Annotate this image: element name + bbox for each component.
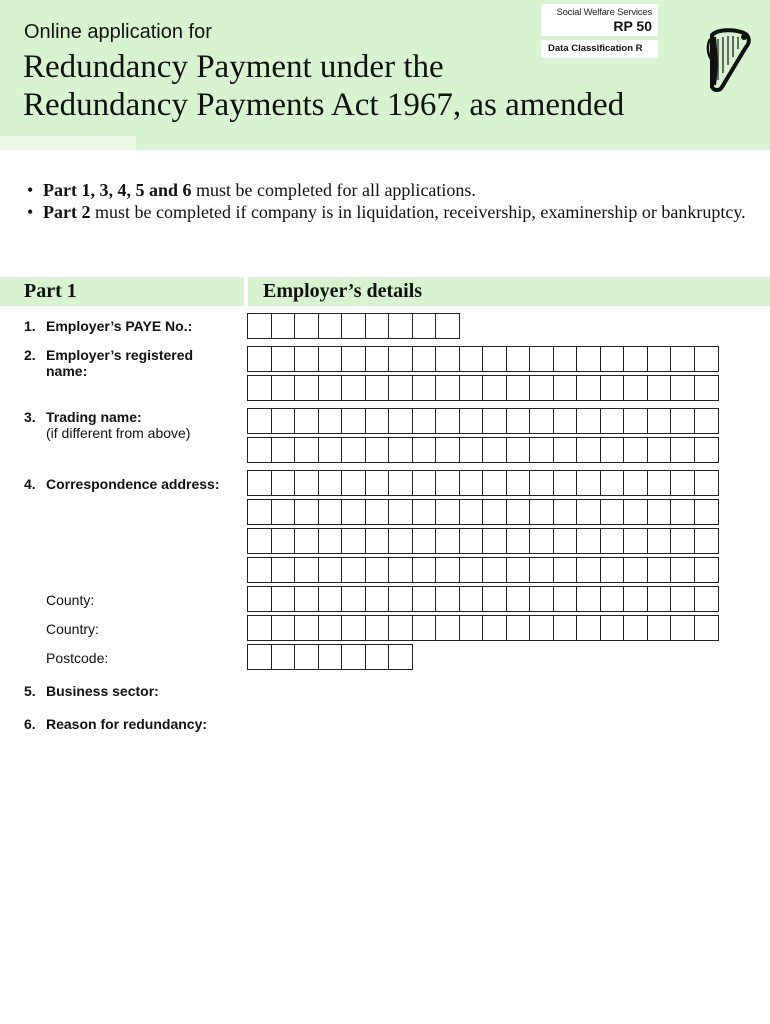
harp-icon — [704, 27, 752, 93]
character-box[interactable] — [623, 499, 648, 525]
character-box[interactable] — [318, 470, 343, 496]
character-box[interactable] — [365, 557, 390, 583]
character-box[interactable] — [435, 437, 460, 463]
character-box[interactable] — [412, 615, 437, 641]
character-box[interactable] — [365, 437, 390, 463]
character-box[interactable] — [600, 375, 625, 401]
note-text: must be completed if company is in liquidation, receivership, examinership or bankruptcy. — [90, 202, 746, 222]
character-box[interactable] — [529, 470, 554, 496]
character-box[interactable] — [694, 528, 719, 554]
character-box[interactable] — [576, 470, 601, 496]
character-box[interactable] — [294, 437, 319, 463]
character-box[interactable] — [271, 408, 296, 434]
character-box[interactable] — [247, 528, 272, 554]
question-sublabel: (if different from above) — [46, 425, 191, 441]
character-box[interactable] — [388, 499, 413, 525]
character-box[interactable] — [600, 557, 625, 583]
character-box[interactable] — [623, 408, 648, 434]
character-box[interactable] — [482, 499, 507, 525]
character-box[interactable] — [294, 557, 319, 583]
character-box[interactable] — [529, 346, 554, 372]
character-box[interactable] — [294, 408, 319, 434]
note-item — [27, 202, 747, 223]
character-box[interactable] — [529, 615, 554, 641]
instruction-notes — [27, 180, 747, 224]
data-classification: Data Classification R — [548, 43, 643, 54]
character-box[interactable] — [529, 408, 554, 434]
character-box[interactable] — [341, 313, 366, 339]
character-box[interactable] — [600, 499, 625, 525]
question-business-sector — [24, 683, 159, 699]
character-box[interactable] — [576, 346, 601, 372]
character-box[interactable] — [482, 615, 507, 641]
character-box[interactable] — [247, 437, 272, 463]
character-box[interactable] — [553, 528, 578, 554]
character-box[interactable] — [482, 375, 507, 401]
character-box[interactable] — [247, 408, 272, 434]
character-box[interactable] — [506, 615, 531, 641]
character-box[interactable] — [365, 408, 390, 434]
character-box[interactable] — [435, 375, 460, 401]
character-box[interactable] — [412, 346, 437, 372]
character-box[interactable] — [647, 499, 672, 525]
question-trading-name — [24, 409, 190, 441]
character-box[interactable] — [294, 644, 319, 670]
character-box[interactable] — [506, 470, 531, 496]
address-boxes-2[interactable] — [247, 499, 717, 525]
character-box[interactable] — [459, 375, 484, 401]
form-subtitle: Online application for — [24, 21, 212, 43]
character-box[interactable] — [388, 470, 413, 496]
registered-name-boxes-2[interactable] — [247, 375, 717, 401]
header-strip-left — [0, 136, 136, 150]
character-box[interactable] — [435, 499, 460, 525]
character-box[interactable] — [482, 470, 507, 496]
character-box[interactable] — [670, 375, 695, 401]
character-box[interactable] — [623, 375, 648, 401]
note-bold: Part 1, 3, 4, 5 and 6 — [43, 180, 192, 200]
character-box[interactable] — [271, 528, 296, 554]
character-box[interactable] — [529, 557, 554, 583]
header-strip — [136, 136, 770, 150]
character-box[interactable] — [694, 408, 719, 434]
character-box[interactable] — [247, 346, 272, 372]
character-box[interactable] — [412, 313, 437, 339]
character-box[interactable] — [435, 313, 460, 339]
character-box[interactable] — [600, 437, 625, 463]
character-box[interactable] — [576, 528, 601, 554]
character-box[interactable] — [412, 470, 437, 496]
character-box[interactable] — [459, 615, 484, 641]
character-box[interactable] — [341, 437, 366, 463]
character-box[interactable] — [271, 470, 296, 496]
character-box[interactable] — [600, 470, 625, 496]
character-box[interactable] — [647, 375, 672, 401]
character-box[interactable] — [647, 557, 672, 583]
character-box[interactable] — [600, 408, 625, 434]
form-reference-box — [541, 4, 658, 36]
character-box[interactable] — [482, 346, 507, 372]
question-number: 5. — [24, 683, 36, 699]
character-box[interactable] — [553, 499, 578, 525]
character-box[interactable] — [388, 375, 413, 401]
character-box[interactable] — [271, 346, 296, 372]
note-text: must be completed for all applications. — [191, 180, 476, 200]
character-box[interactable] — [365, 644, 390, 670]
question-number: 2. — [24, 347, 36, 363]
form-title — [23, 48, 624, 124]
character-box[interactable] — [318, 499, 343, 525]
address-boxes-3[interactable] — [247, 528, 717, 554]
character-box[interactable] — [506, 586, 531, 612]
character-box[interactable] — [365, 313, 390, 339]
character-box[interactable] — [341, 557, 366, 583]
character-box[interactable] — [247, 313, 272, 339]
character-box[interactable] — [529, 499, 554, 525]
character-box[interactable] — [459, 470, 484, 496]
character-box[interactable] — [482, 408, 507, 434]
county-boxes[interactable] — [247, 586, 717, 612]
character-box[interactable] — [294, 313, 319, 339]
character-box[interactable] — [341, 528, 366, 554]
character-box[interactable] — [623, 528, 648, 554]
character-box[interactable] — [271, 375, 296, 401]
character-box[interactable] — [553, 586, 578, 612]
character-box[interactable] — [318, 313, 343, 339]
character-box[interactable] — [694, 375, 719, 401]
form-title-line1: Redundancy Payment under the — [23, 49, 444, 85]
character-box[interactable] — [294, 586, 319, 612]
classification-box — [541, 40, 658, 58]
question-paye — [24, 318, 192, 334]
character-box[interactable] — [435, 470, 460, 496]
character-box[interactable] — [670, 408, 695, 434]
character-box[interactable] — [670, 528, 695, 554]
character-box[interactable] — [623, 470, 648, 496]
character-box[interactable] — [529, 528, 554, 554]
character-box[interactable] — [365, 375, 390, 401]
character-box[interactable] — [271, 313, 296, 339]
question-address — [24, 476, 220, 492]
form-code: RP 50 — [613, 18, 652, 34]
character-box[interactable] — [294, 470, 319, 496]
character-box[interactable] — [623, 557, 648, 583]
character-box[interactable] — [341, 346, 366, 372]
question-label: Employer’s PAYE No.: — [46, 318, 193, 334]
trading-name-boxes-1[interactable] — [247, 408, 717, 434]
bullet: • — [27, 180, 34, 200]
character-box[interactable] — [435, 615, 460, 641]
character-box[interactable] — [435, 528, 460, 554]
character-box[interactable] — [271, 615, 296, 641]
character-box[interactable] — [670, 346, 695, 372]
character-box[interactable] — [294, 528, 319, 554]
character-box[interactable] — [647, 586, 672, 612]
character-box[interactable] — [388, 408, 413, 434]
question-label: Employer’s registered — [46, 347, 194, 363]
character-box[interactable] — [529, 375, 554, 401]
character-box[interactable] — [647, 408, 672, 434]
part-label: Part 1 — [24, 280, 77, 302]
question-registered-name — [24, 347, 193, 379]
character-box[interactable] — [670, 615, 695, 641]
character-box[interactable] — [341, 408, 366, 434]
question-number: 4. — [24, 476, 36, 492]
character-box[interactable] — [412, 375, 437, 401]
character-box[interactable] — [670, 499, 695, 525]
character-box[interactable] — [247, 644, 272, 670]
part-title: Employer’s details — [263, 280, 423, 302]
character-box[interactable] — [318, 437, 343, 463]
character-box[interactable] — [412, 437, 437, 463]
character-box[interactable] — [694, 437, 719, 463]
character-box[interactable] — [388, 528, 413, 554]
note-item — [27, 180, 747, 201]
character-box[interactable] — [271, 557, 296, 583]
character-box[interactable] — [506, 499, 531, 525]
character-box[interactable] — [294, 499, 319, 525]
character-box[interactable] — [388, 346, 413, 372]
character-box[interactable] — [318, 557, 343, 583]
character-box[interactable] — [318, 408, 343, 434]
character-box[interactable] — [600, 528, 625, 554]
character-box[interactable] — [647, 346, 672, 372]
country-boxes[interactable] — [247, 615, 717, 641]
character-box[interactable] — [365, 586, 390, 612]
character-box[interactable] — [388, 557, 413, 583]
character-box[interactable] — [435, 346, 460, 372]
character-box[interactable] — [576, 557, 601, 583]
character-box[interactable] — [694, 346, 719, 372]
question-number: 1. — [24, 318, 36, 334]
postcode-label: Postcode: — [46, 650, 109, 666]
character-box[interactable] — [365, 499, 390, 525]
character-box[interactable] — [412, 528, 437, 554]
postcode-boxes[interactable] — [247, 644, 412, 670]
character-box[interactable] — [553, 408, 578, 434]
character-box[interactable] — [459, 408, 484, 434]
character-box[interactable] — [623, 615, 648, 641]
character-box[interactable] — [412, 499, 437, 525]
character-box[interactable] — [435, 557, 460, 583]
character-box[interactable] — [647, 615, 672, 641]
character-box[interactable] — [600, 346, 625, 372]
character-box[interactable] — [694, 615, 719, 641]
character-box[interactable] — [412, 408, 437, 434]
note-bold: Part 2 — [43, 202, 91, 222]
character-box[interactable] — [553, 615, 578, 641]
character-box[interactable] — [271, 644, 296, 670]
address-boxes-1[interactable] — [247, 470, 717, 496]
character-box[interactable] — [694, 586, 719, 612]
character-box[interactable] — [506, 557, 531, 583]
question-label-cont: name: — [46, 363, 88, 379]
character-box[interactable] — [600, 615, 625, 641]
character-box[interactable] — [412, 557, 437, 583]
character-box[interactable] — [670, 470, 695, 496]
character-box[interactable] — [623, 437, 648, 463]
question-label: Trading name: — [46, 409, 142, 425]
character-box[interactable] — [529, 437, 554, 463]
character-box[interactable] — [459, 528, 484, 554]
character-box[interactable] — [341, 470, 366, 496]
question-redundancy-reason — [24, 716, 207, 732]
character-box[interactable] — [576, 375, 601, 401]
character-box[interactable] — [271, 499, 296, 525]
character-box[interactable] — [388, 586, 413, 612]
character-box[interactable] — [341, 586, 366, 612]
character-box[interactable] — [647, 528, 672, 554]
question-label: Correspondence address: — [46, 476, 220, 492]
character-box[interactable] — [271, 586, 296, 612]
character-box[interactable] — [388, 615, 413, 641]
character-box[interactable] — [388, 437, 413, 463]
character-box[interactable] — [247, 615, 272, 641]
character-box[interactable] — [318, 375, 343, 401]
character-box[interactable] — [318, 346, 343, 372]
question-number: 6. — [24, 716, 36, 732]
question-label: Reason for redundancy: — [46, 716, 208, 732]
paye-number-boxes[interactable] — [247, 313, 459, 339]
character-box[interactable] — [506, 375, 531, 401]
character-box[interactable] — [459, 586, 484, 612]
character-box[interactable] — [318, 615, 343, 641]
character-box[interactable] — [294, 615, 319, 641]
form-title-line2: Redundancy Payments Act 1967, as amended — [23, 87, 625, 123]
character-box[interactable] — [553, 470, 578, 496]
character-box[interactable] — [294, 375, 319, 401]
character-box[interactable] — [365, 615, 390, 641]
character-box[interactable] — [553, 375, 578, 401]
character-box[interactable] — [553, 346, 578, 372]
character-box[interactable] — [412, 586, 437, 612]
character-box[interactable] — [247, 586, 272, 612]
character-box[interactable] — [459, 437, 484, 463]
character-box[interactable] — [694, 499, 719, 525]
trading-name-boxes-2[interactable] — [247, 437, 717, 463]
character-box[interactable] — [482, 586, 507, 612]
character-box[interactable] — [365, 528, 390, 554]
character-box[interactable] — [670, 437, 695, 463]
character-box[interactable] — [576, 437, 601, 463]
character-box[interactable] — [694, 470, 719, 496]
county-label: County: — [46, 592, 95, 608]
character-box[interactable] — [506, 346, 531, 372]
character-box[interactable] — [647, 437, 672, 463]
country-label: Country: — [46, 621, 99, 637]
question-label: Business sector: — [46, 683, 159, 699]
character-box[interactable] — [318, 586, 343, 612]
character-box[interactable] — [318, 644, 343, 670]
character-box[interactable] — [247, 375, 272, 401]
character-box[interactable] — [341, 375, 366, 401]
character-box[interactable] — [435, 586, 460, 612]
character-box[interactable] — [459, 557, 484, 583]
character-box[interactable] — [271, 437, 296, 463]
character-box[interactable] — [553, 437, 578, 463]
character-box[interactable] — [482, 557, 507, 583]
bullet: • — [27, 202, 34, 222]
character-box[interactable] — [623, 346, 648, 372]
character-box[interactable] — [482, 437, 507, 463]
character-box[interactable] — [318, 528, 343, 554]
character-box[interactable] — [529, 586, 554, 612]
character-box[interactable] — [623, 586, 648, 612]
character-box[interactable] — [365, 470, 390, 496]
character-box[interactable] — [247, 499, 272, 525]
character-box[interactable] — [553, 557, 578, 583]
character-box[interactable] — [459, 499, 484, 525]
character-box[interactable] — [647, 470, 672, 496]
character-box[interactable] — [341, 499, 366, 525]
character-box[interactable] — [576, 586, 601, 612]
registered-name-boxes-1[interactable] — [247, 346, 717, 372]
character-box[interactable] — [694, 557, 719, 583]
character-box[interactable] — [247, 557, 272, 583]
character-box[interactable] — [506, 528, 531, 554]
character-box[interactable] — [670, 557, 695, 583]
character-box[interactable] — [341, 615, 366, 641]
character-box[interactable] — [576, 499, 601, 525]
character-box[interactable] — [576, 408, 601, 434]
character-box[interactable] — [341, 644, 366, 670]
character-box[interactable] — [388, 313, 413, 339]
character-box[interactable] — [670, 586, 695, 612]
question-number: 3. — [24, 409, 36, 425]
character-box[interactable] — [506, 437, 531, 463]
service-name: Social Welfare Services — [556, 7, 652, 18]
character-box[interactable] — [600, 586, 625, 612]
character-box[interactable] — [365, 346, 390, 372]
address-boxes-4[interactable] — [247, 557, 717, 583]
character-box[interactable] — [247, 470, 272, 496]
character-box[interactable] — [576, 615, 601, 641]
character-box[interactable] — [294, 346, 319, 372]
character-box[interactable] — [435, 408, 460, 434]
character-box[interactable] — [482, 528, 507, 554]
character-box[interactable] — [388, 644, 413, 670]
character-box[interactable] — [459, 346, 484, 372]
character-box[interactable] — [506, 408, 531, 434]
